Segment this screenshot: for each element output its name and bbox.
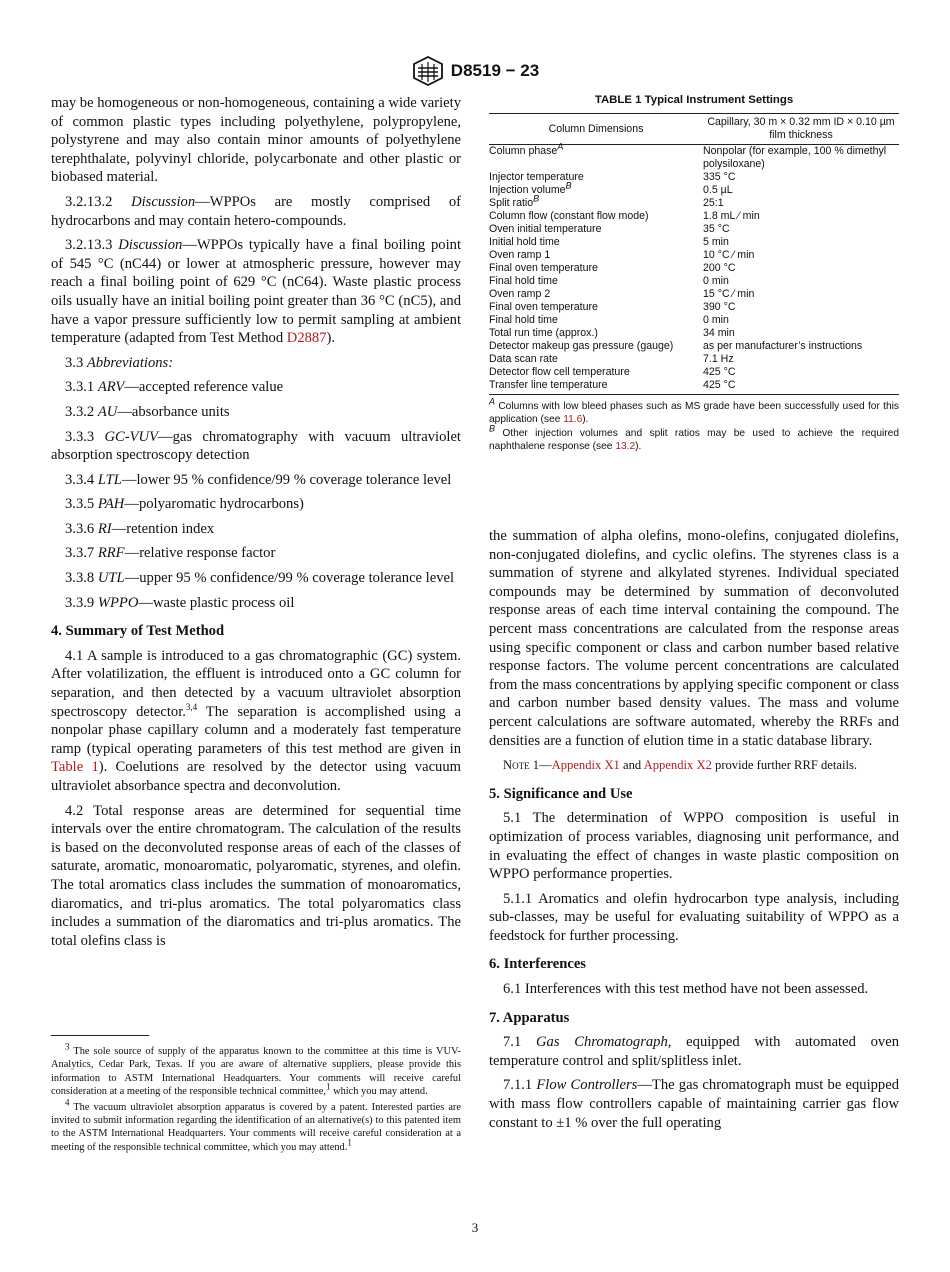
parameter-cell: [489, 379, 703, 395]
text: Other injection volumes and split ratios may be used to achieve the required naphthalene response (see: [489, 427, 899, 453]
text: ). Coelutions are resolved by the detector using vacuum ultraviolet absorbance spectra and deconvolution.: [51, 759, 461, 794]
abbreviation-item: [51, 403, 461, 422]
parameter-label: Injection volume: [489, 184, 566, 196]
table-row: [489, 197, 899, 210]
value-cell: 0 min: [703, 275, 729, 287]
page-number: 3: [471, 1220, 479, 1235]
parameter-label: Data scan rate: [489, 353, 558, 365]
footnote-mark: 4: [65, 1097, 70, 1108]
abbreviation-term: WPPO: [97, 594, 139, 611]
paragraph-6-1: 6.1 Interferences with this test method have not been assessed.: [503, 981, 869, 998]
parameter-cell: [489, 327, 703, 340]
paragraph-4-1: [51, 647, 461, 796]
parameter-cell: [489, 141, 703, 172]
section-number: 3.3.3: [65, 428, 95, 445]
section-4-title: 4. Summary of Test Method: [51, 623, 225, 640]
paragraph-3-2-13-2: [51, 193, 461, 230]
abbreviation-definition: —gas chromatography with vacuum ultraviolet absorption spectroscopy detection: [51, 428, 461, 464]
table-1: [489, 94, 899, 454]
footnote-ref: 1: [325, 1081, 331, 1092]
parameter-cell: [489, 210, 703, 223]
section-number: 3.3.1: [65, 379, 95, 396]
value-cell: 1.8 mL ⁄ min: [703, 210, 760, 222]
footnote-mark: A: [489, 396, 496, 407]
parameter-cell: [489, 314, 703, 327]
parameter-cell: [489, 353, 703, 366]
abbreviation-item: [51, 471, 461, 490]
header-column-dimensions: Column Dimensions: [489, 114, 703, 145]
value-cell: as per manufacturer’s instructions: [703, 340, 863, 352]
parameter-label: Oven initial temperature: [489, 223, 602, 235]
table-1-link[interactable]: Table 1: [51, 759, 99, 776]
section-number: 3.3.9: [65, 594, 95, 611]
parameter-label: Final hold time: [489, 314, 558, 326]
value-cell: 0 min: [703, 314, 729, 326]
parameter-label: Detector flow cell temperature: [489, 366, 630, 378]
paragraph-7-1: [489, 1033, 899, 1070]
abbreviation-item: [51, 520, 461, 539]
table-row: [489, 275, 899, 288]
instrument-settings-table: [489, 113, 899, 395]
note-label: Note 1: [503, 758, 540, 773]
value-cell: Nonpolar (for example, 100 % dimethyl polysiloxane): [703, 145, 887, 170]
parameter-cell: [489, 366, 703, 379]
paragraph-5-1-1: 5.1.1 Aromatics and olefin hydrocarbon type analysis, including sub-classes, may be useful for evaluating suitability of WPPO as a feedstock for further processing.: [489, 890, 899, 944]
table-row: [489, 210, 899, 223]
footnote-mark: 3: [65, 1041, 70, 1052]
table-row: [489, 171, 899, 184]
parameter-cell: [489, 275, 703, 288]
table-row: [489, 314, 899, 327]
page-header: [0, 56, 950, 86]
table-row: [489, 145, 899, 172]
text: —WPPOs are mostly comprised of hydrocarbons and may contain hetero-compounds.: [51, 193, 461, 229]
footnote-ref: 1: [347, 1137, 352, 1148]
parameter-label: Column phase: [489, 145, 558, 157]
value-cell: 425 °C: [703, 366, 736, 378]
abbreviation-item: [51, 428, 461, 465]
text: ).: [635, 441, 642, 453]
value-cell: 34 min: [703, 327, 735, 339]
footnote-ref[interactable]: 3,4: [185, 701, 198, 712]
section-number: 3.3.2: [65, 403, 95, 420]
appendix-x1-link[interactable]: Appendix X1: [551, 758, 620, 773]
abbreviations-heading: [51, 354, 461, 373]
section-number: 3.3.6: [65, 520, 95, 537]
abbreviation-definition: —accepted reference value: [124, 379, 284, 396]
table-footnotes: [489, 396, 899, 454]
abbreviation-list: [51, 378, 461, 612]
table-row: [489, 353, 899, 366]
right-column: [489, 527, 899, 1138]
abbreviation-term: UTL: [97, 570, 125, 587]
astm-logo-icon: [411, 56, 445, 86]
parameter-label: Transfer line temperature: [489, 379, 608, 391]
text: which you may attend.: [330, 1086, 428, 1098]
abbreviation-item: [51, 495, 461, 514]
parameter-cell: [489, 193, 703, 210]
text: ).: [582, 414, 589, 426]
text: 4.1 A sample is introduced to a gas chromatographic (GC) system. After volatilization, the effluent is introduced onto a GC column for separation, and then detected by a vacuum ultraviolet absorption spectroscopy detector.: [51, 647, 461, 720]
section-number: 3.3.7: [65, 545, 95, 562]
note-1: [489, 756, 899, 775]
table-title: TABLE 1 Typical Instrument Settings: [594, 94, 794, 106]
footnote-3: [51, 1041, 461, 1099]
continued-paragraph: the summation of alpha olefins, mono-olefins, conjugated diolefins, non-conjugated diolefins, and cyclic olefins. The styrenes class is a summation of styrene and alkylated styrenes. Individual speciated compounds may be determined by summation of deconvoluted response areas of each time interval containing the compound. The percent mass concentrations are calculated from the response areas using specific component or class and carbon number based relative response factors. The volume percent concentrations are calculated from the mass concentrations by applying specific component or class and carbon number based density values. The mass and volume percent calculations are software automated, whereby the RRFs and densities are a function of elution time in a static database library.: [489, 528, 899, 749]
table-row: [489, 262, 899, 275]
footnotes: [51, 1041, 461, 1156]
table-row: [489, 236, 899, 249]
section-number: 3.3.5: [65, 496, 95, 513]
value-cell: 390 °C: [703, 301, 736, 313]
section-number: 3.3.8: [65, 570, 95, 587]
value-cell: 425 °C: [703, 379, 899, 395]
table-row: [489, 366, 899, 379]
term: Gas Chromatograph,: [536, 1034, 672, 1051]
abbreviation-item: [51, 544, 461, 563]
parameter-label: Final oven temperature: [489, 301, 598, 313]
text: The separation is accomplished using a nonpolar phase capillary column and a moderately fast temperature ramp (typical operating parameters of this test method are given in: [51, 703, 461, 757]
table-row: [489, 223, 899, 236]
parameter-label: Final oven temperature: [489, 262, 598, 274]
abbreviation-item: [51, 378, 461, 397]
value-cell: 335 °C: [703, 171, 736, 183]
table-row: [489, 340, 899, 353]
footnote-4: [51, 1097, 461, 1155]
value-cell: 5 min: [703, 236, 729, 248]
paragraph-5-1: 5.1 The determination of WPPO composition is useful in optimization of process variables, diagnosing unit performance, and in evaluating the effect of changes in waste plastic composition on WPPO performance properties.: [489, 810, 899, 883]
appendix-x2-link[interactable]: Appendix X2: [643, 758, 712, 773]
parameter-label: Detector makeup gas pressure (gauge): [489, 340, 674, 352]
footnote-mark[interactable]: A: [557, 141, 564, 152]
value-cell: 25:1: [703, 197, 724, 209]
abbreviation-definition: —polyaromatic hydrocarbons): [124, 496, 304, 513]
value-cell: 200 °C: [703, 262, 736, 274]
parameter-label: Injector temperature: [489, 171, 584, 183]
table-footnote-b: [489, 423, 899, 454]
value-cell: 35 °C: [703, 223, 730, 235]
abbreviation-definition: —relative response factor: [124, 545, 276, 562]
d2887-link[interactable]: D2887: [286, 330, 327, 347]
value-cell: 7.1 Hz: [703, 353, 734, 365]
parameter-label: Column flow (constant flow mode): [489, 210, 649, 222]
parameter-label: Oven ramp 1: [489, 249, 551, 261]
link-13-2[interactable]: 13.2: [615, 441, 636, 453]
section-6-title: 6. Interferences: [489, 956, 586, 973]
text: The sole source of supply of the apparatus known to the committee at this time is VUV-Analytics, Cedar Park, Texas. If you are aware of alternative suppliers, please provide this information to ASTM International Headquarters. Your comments will receive careful consideration at a meeting of the responsible technical committee,: [51, 1046, 461, 1098]
parameter-label: Final hold time: [489, 275, 558, 287]
paragraph-7-1-1: [489, 1076, 899, 1132]
parameter-cell: [489, 301, 703, 314]
abbreviation-term: AU: [97, 403, 118, 420]
text: equipped with automated oven temperature control and split/splitless inlet.: [489, 1034, 899, 1069]
abbreviation-definition: —retention index: [111, 520, 215, 537]
table-row: [489, 301, 899, 314]
text: and: [619, 758, 644, 773]
section-number: 3.2.13.2: [65, 193, 113, 210]
table-footnote-a: [489, 396, 899, 427]
continued-paragraph: may be homogeneous or non-homogeneous, containing a wide variety of common plastic types including polyethylene, polypropylene, polystyrene and may also contain minor amounts of polyethylene terephthalate, polyvinyl chloride, polycarbonate and other plastic or biobased material.: [51, 95, 461, 186]
abbreviation-definition: —lower 95 % confidence/99 % coverage tolerance level: [121, 471, 452, 488]
section-number: 3.3.4: [65, 471, 95, 488]
table-row: [489, 379, 899, 395]
abbreviations-title: Abbreviations:: [86, 354, 174, 371]
table-row: [489, 184, 899, 197]
text: Columns with low bleed phases such as MS grade have been successfully used for this application (see: [489, 401, 899, 426]
abbreviation-term: GC-VUV: [104, 428, 158, 445]
text: —The gas chromatograph must be equipped with mass flow controllers capable of maintaining carrier gas flow constant to ±1 % over the full operating: [489, 1077, 899, 1131]
parameter-cell: [489, 171, 703, 184]
table-row: [489, 327, 899, 340]
parameter-cell: [489, 223, 703, 236]
header-capillary: Capillary, 30 m × 0.32 mm ID × 0.10 µm film thickness: [703, 114, 899, 145]
table-row: [489, 249, 899, 262]
section-number: 7.1.1: [503, 1077, 533, 1094]
section-number: 7.1: [503, 1034, 522, 1051]
section-number: 3.3: [65, 354, 84, 371]
parameter-label: Total run time (approx.): [489, 327, 598, 339]
value-cell: 10 °C ⁄ min: [703, 249, 755, 261]
paragraph-4-2: 4.2 Total response areas are determined for sequential time intervals over the entire chromatogram. The calculation of the results is based on the deconvoluted response areas of each of the classes of saturate, aromatic, monoaromatic, polyaromatic, styrenes, and olefin. The total aromatics class includes the summation of monoaromatics, diaromatics, and tri-plus aromatics. The total polyaromatics class includes a summation of the diaromatics and tri-plus aromatics. The total olefins class is: [51, 802, 461, 949]
text: —: [539, 758, 552, 773]
parameter-label: Initial hold time: [489, 236, 560, 248]
section-7-title: 7. Apparatus: [489, 1009, 570, 1026]
abbreviation-term: ARV: [97, 379, 125, 396]
section-number: 3.2.13.3: [65, 237, 113, 254]
parameter-cell: [489, 340, 703, 353]
abbreviation-term: PAH: [97, 496, 125, 513]
abbreviation-definition: —absorbance units: [117, 403, 230, 420]
parameter-label: Split ratio: [489, 197, 534, 209]
parameter-cell: [489, 262, 703, 275]
abbreviation-definition: —waste plastic process oil: [138, 594, 295, 611]
text: —WPPOs typically have a final boiling point of 545 °C (nC44) or lower at atmospheric pressure, however may reach a final boiling point of 629 °C (nC64). Waste plastic process oils usually have an initial boiling point greater than 36 °C (nC5), and have a vapor pressure sufficiently low to permit sampling at ambient temperature (adapted from Test Method: [51, 237, 461, 347]
value-cell: 15 °C ⁄ min: [703, 288, 755, 300]
term: Discussion: [131, 193, 196, 210]
parameter-cell: [489, 249, 703, 262]
table-row: [489, 288, 899, 301]
parameter-cell: [489, 288, 703, 301]
footnote-mark: B: [489, 423, 496, 434]
footnote-mark[interactable]: B: [533, 193, 540, 204]
term: Discussion: [118, 237, 183, 254]
parameter-cell: [489, 236, 703, 249]
link-11-6[interactable]: 11.6: [563, 414, 583, 426]
parameter-cell: [489, 180, 703, 197]
parameter-label: Oven ramp 2: [489, 288, 551, 300]
text: provide further RRF details.: [711, 758, 858, 773]
abbreviation-item: [51, 569, 461, 588]
footnote-mark[interactable]: B: [565, 180, 572, 191]
document-id: D8519 − 23: [450, 61, 540, 80]
abbreviation-item: [51, 594, 461, 613]
left-column: [51, 94, 461, 956]
abbreviation-term: RI: [97, 520, 112, 537]
term: Flow Controllers: [536, 1077, 638, 1094]
section-5-title: 5. Significance and Use: [489, 785, 633, 802]
abbreviation-term: LTL: [97, 471, 122, 488]
abbreviation-term: RRF: [97, 545, 125, 562]
abbreviation-definition: —upper 95 % confidence/99 % coverage tolerance level: [124, 570, 455, 587]
value-cell: 0.5 µL: [703, 184, 733, 196]
footnote-divider: [51, 1035, 149, 1036]
paragraph-3-2-13-3: [51, 236, 461, 348]
text: ).: [326, 330, 336, 347]
text: The vacuum ultraviolet absorption apparatus is covered by a patent. Interested parties are invited to submit information regarding the identification of an alternative(s) to this patented item to the ASTM International Headquarters. Your comments will receive careful consideration at a meeting of the responsible technical committee, which you may attend.: [51, 1101, 461, 1153]
